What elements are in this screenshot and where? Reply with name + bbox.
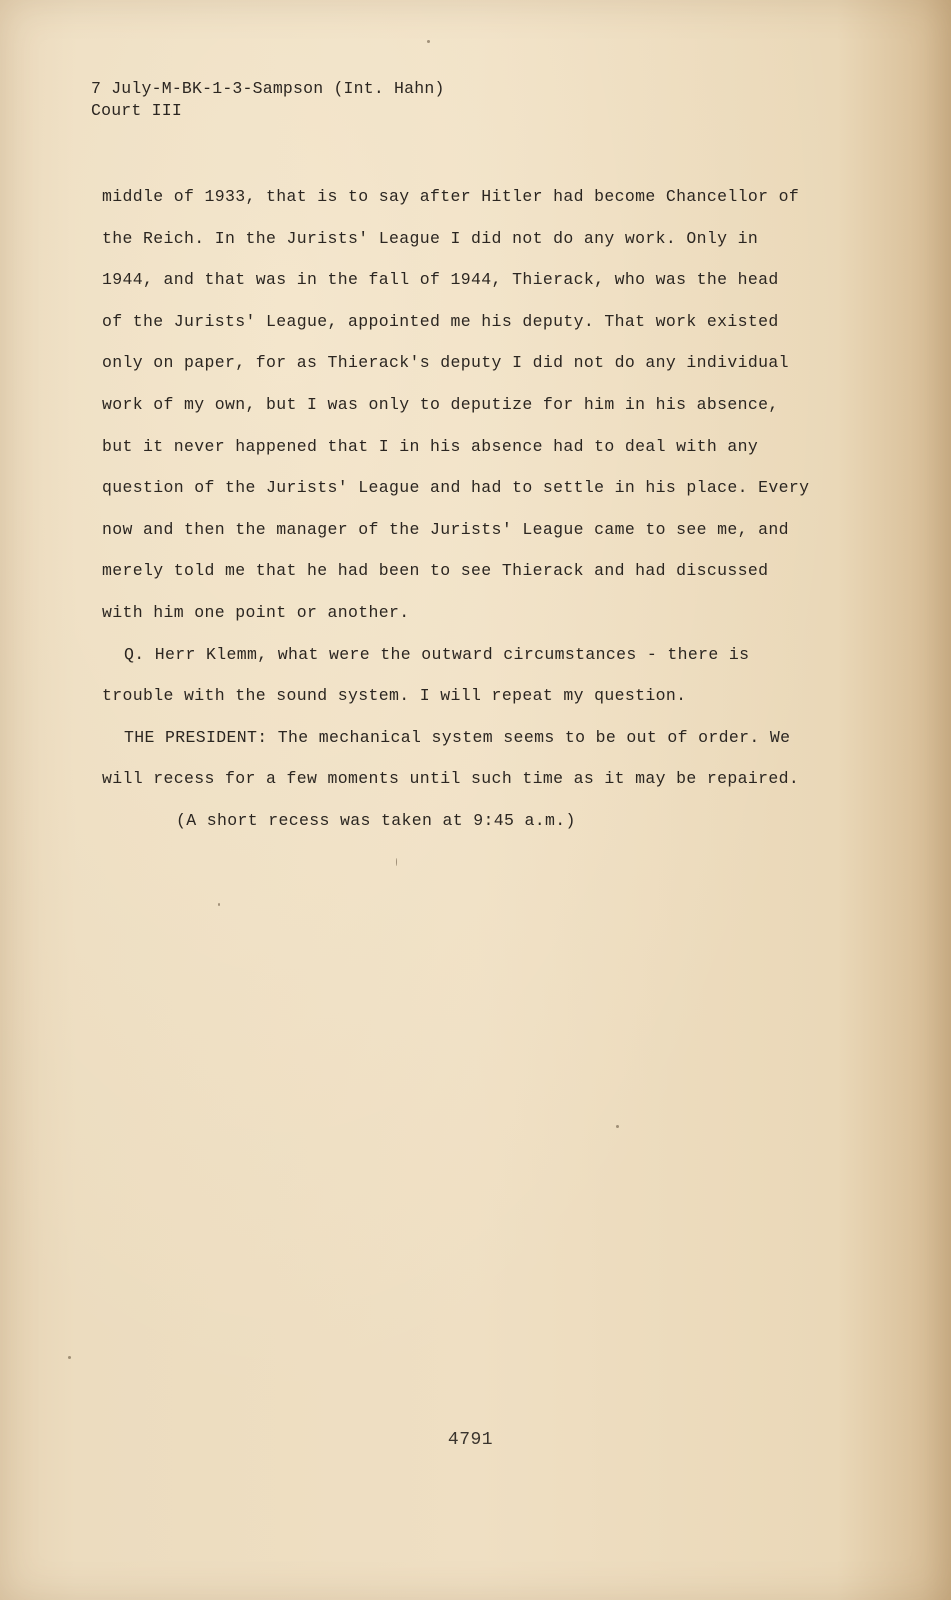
transcript-line: work of my own, but I was only to deputize for him in his absence, <box>102 394 779 414</box>
document-header <box>91 78 445 122</box>
transcript-line: with him one point or another. <box>102 602 410 622</box>
transcript-line: only on paper, for as Thierack's deputy I did not do any individual <box>102 353 789 373</box>
paper-speck <box>427 40 430 43</box>
transcript-line: now and then the manager of the Jurists' League came to see me, and <box>102 519 789 539</box>
transcript-line: 1944, and that was in the fall of 1944, Thierack, who was the head <box>102 270 779 290</box>
president-statement-line: THE PRESIDENT: The mechanical system seems to be out of order. We <box>124 727 791 747</box>
transcript-body <box>102 176 809 842</box>
transcript-line: but it never happened that I in his absence had to deal with any <box>102 436 759 456</box>
paper-speck <box>396 858 397 866</box>
paper-speck <box>218 903 220 906</box>
paper-speck <box>68 1356 71 1359</box>
transcript-line: trouble with the sound system. I will repeat my question. <box>102 686 687 706</box>
header-court-line: Court III <box>91 101 182 120</box>
transcript-line: will recess for a few moments until such time as it may be repaired. <box>102 769 800 789</box>
transcript-line: question of the Jurists' League and had to settle in his place. Every <box>102 478 810 498</box>
recess-note: (A short recess was taken at 9:45 a.m.) <box>176 810 576 830</box>
page-number: 4791 <box>447 1430 494 1450</box>
question-line: Q. Herr Klemm, what were the outward circumstances - there is <box>124 644 750 664</box>
header-session-line: 7 July-M-BK-1-3-Sampson (Int. Hahn) <box>91 79 445 98</box>
transcript-line: merely told me that he had been to see Thierack and had discussed <box>102 561 769 581</box>
transcript-line: of the Jurists' League, appointed me his deputy. That work existed <box>102 311 779 331</box>
transcript-line: middle of 1933, that is to say after Hitler had become Chancellor of <box>102 187 800 206</box>
paper-speck <box>616 1125 619 1128</box>
transcript-line: the Reich. In the Jurists' League I did not do any work. Only in <box>102 228 759 248</box>
